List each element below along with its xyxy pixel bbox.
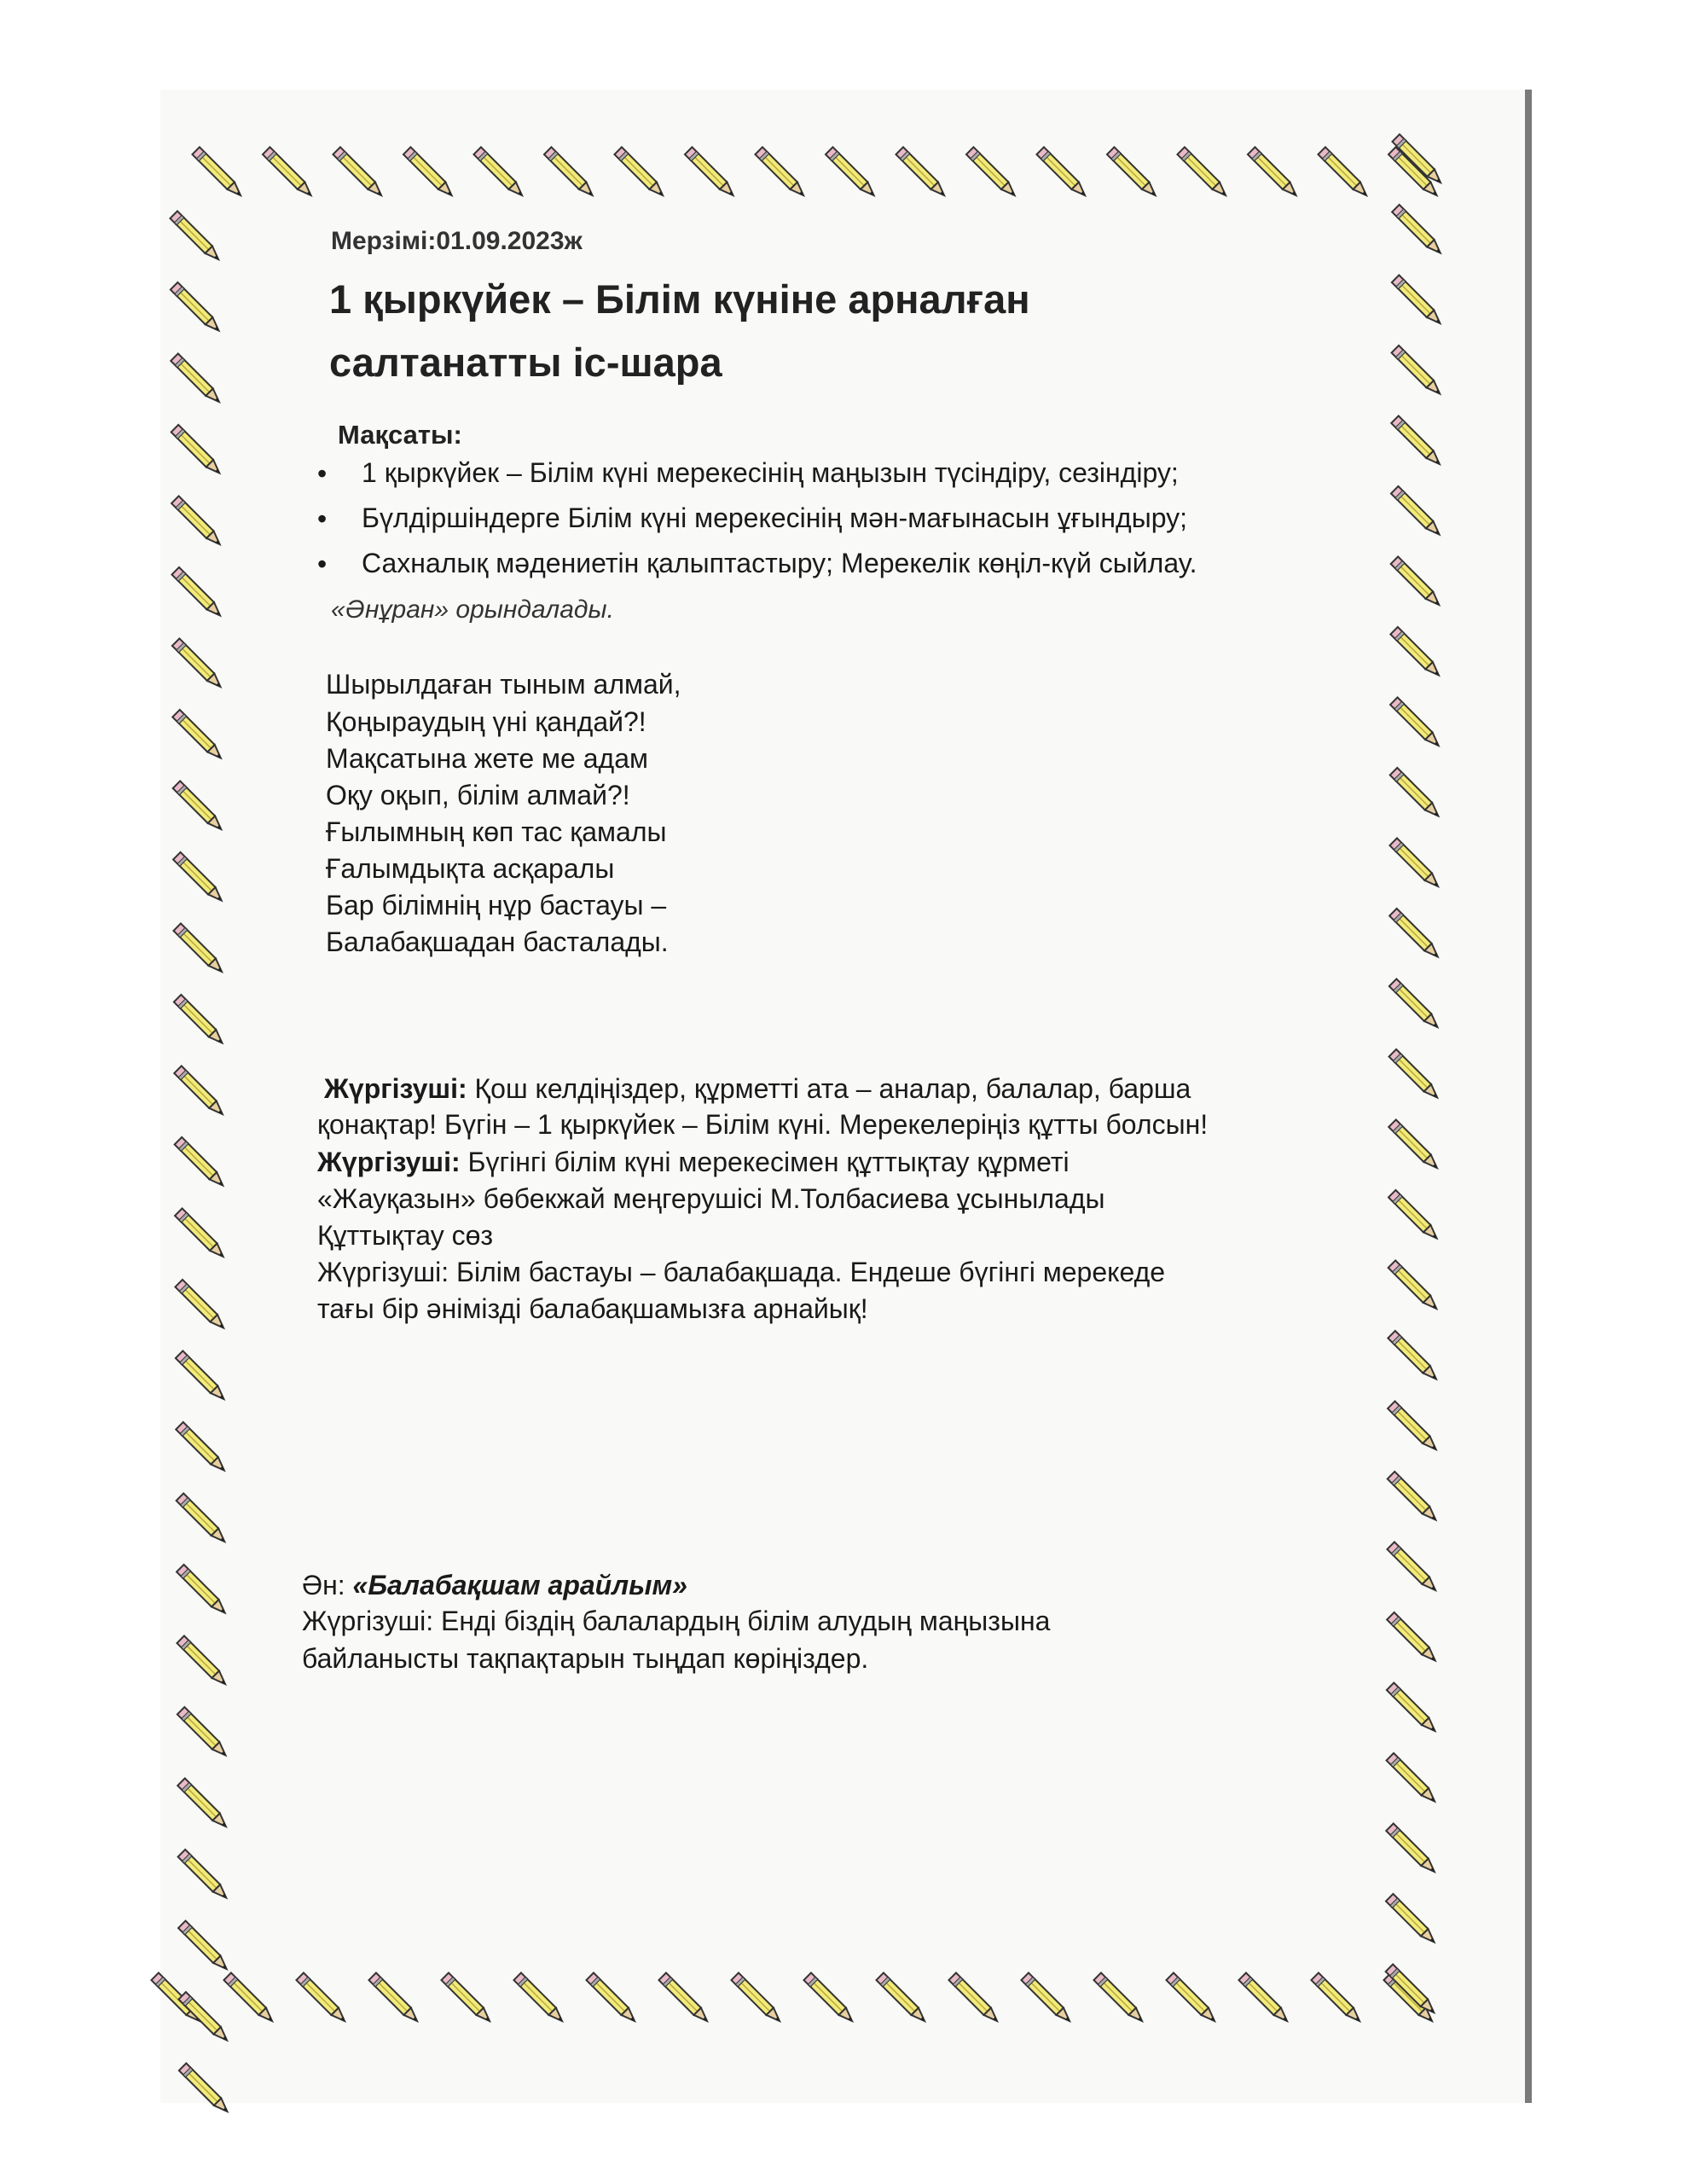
pencil-icon <box>586 1972 638 2024</box>
pencil-icon <box>178 1992 230 2044</box>
pencil-icon <box>1388 1401 1440 1453</box>
pencil-icon <box>171 496 223 548</box>
pencil-icon <box>175 1208 227 1260</box>
pencil-icon <box>1386 1823 1438 1875</box>
pencil-icon <box>1388 1190 1441 1242</box>
pencil-icon <box>685 147 737 199</box>
pencil-icon <box>177 1635 229 1687</box>
host-label: Жүргізуші: <box>317 1147 461 1177</box>
pencil-icon <box>176 1350 228 1403</box>
host-speech-1 <box>324 1072 1191 1107</box>
pencil-icon <box>192 147 244 199</box>
pencil-icon <box>173 852 225 904</box>
song-title: «Балабақшам арайлым» <box>352 1570 687 1600</box>
poem-line: Бар білімнің нұр бастауы – <box>326 890 667 921</box>
poem-line: Мақсатына жете ме адам <box>326 743 648 774</box>
page-title-line-2: салтанатты іс-шара <box>329 340 722 385</box>
pencil-icon <box>223 1972 275 2024</box>
pencil-icon <box>1392 346 1444 398</box>
pencil-icon <box>172 638 224 690</box>
pencil-icon <box>544 147 596 199</box>
pencil-icon <box>1318 147 1370 199</box>
host-speech-4: Жүргізуші: Енді біздің балалардың білім алудың маңызына <box>302 1606 1051 1636</box>
pencil-icon <box>896 147 948 199</box>
pencil-icon <box>1238 1972 1290 2024</box>
pencil-icon <box>614 147 666 199</box>
pencil-icon <box>177 1778 229 1830</box>
pencil-icon <box>177 1707 229 1759</box>
host-speech-2-cont: «Жауқазын» бөбекжай меңгерушісі М.Толбасиева ұсынылады <box>317 1183 1105 1214</box>
goal-item: Сахналық мәдениетін қалыптастыру; Мерекелік көңіл-күй сыйлау. <box>362 548 1197 578</box>
pencil-icon <box>1391 486 1443 538</box>
pencil-icon <box>1387 1682 1439 1734</box>
host-speech-text: Қош келдіңіздер, құрметті ата – аналар, балалар, барша <box>474 1073 1191 1104</box>
host-speech-3-cont: тағы бір әнімізді балабақшамызға арнайық! <box>317 1293 868 1324</box>
pencil-icon <box>1389 979 1441 1031</box>
pencil-icon <box>826 147 878 199</box>
pencil-icon <box>731 1972 783 2024</box>
pencil-icon <box>1388 1472 1440 1524</box>
pencil-icon <box>1389 1049 1441 1101</box>
pencil-icon <box>1388 1260 1441 1312</box>
date-line: Мерзімі:01.09.2023ж <box>331 227 583 255</box>
pencil-icon <box>333 147 385 199</box>
goals-heading: Мақсаты: <box>338 420 462 450</box>
host-label: Жүргізуші: <box>324 1073 467 1104</box>
pencil-icon <box>1387 1612 1439 1664</box>
pencil-icon <box>177 1565 229 1617</box>
pencil-icon <box>176 1422 228 1474</box>
pencil-icon <box>179 2063 231 2115</box>
poem-line: Балабақшадан басталады. <box>326 926 669 957</box>
pencil-icon <box>174 995 226 1047</box>
pencil-icon <box>1107 147 1159 199</box>
pencil-icon <box>403 147 455 199</box>
goal-item: 1 қыркүйек – Білім күні мерекесінің маңызын түсіндіру, сезіндіру; <box>362 457 1179 488</box>
pencil-icon <box>1388 1331 1440 1383</box>
pencil-icon <box>1391 415 1443 468</box>
pencil-icon <box>876 1972 928 2024</box>
host-speech-2 <box>317 1145 1070 1181</box>
pencil-icon <box>175 1280 227 1332</box>
pencil-icon <box>473 147 525 199</box>
pencil-icon <box>1391 556 1443 608</box>
pencil-icon <box>175 1137 227 1189</box>
pencil-icon <box>1311 1972 1363 2024</box>
pencil-icon <box>441 1972 493 2024</box>
pencil-icon <box>177 1493 229 1545</box>
pencil-icon <box>1021 1972 1073 2024</box>
pencil-icon <box>1389 838 1441 890</box>
goal-item: Бүлдіршіндерге Білім күні мерекесінің мән-мағынасын ұғындыру; <box>362 502 1188 533</box>
pencil-icon <box>1392 205 1444 257</box>
pencil-icon <box>1390 768 1442 820</box>
pencil-icon <box>966 147 1018 199</box>
bullet-icon: • <box>317 503 328 534</box>
anthem-note: «Әнұран» орындалады. <box>331 595 614 624</box>
song-line <box>302 1568 687 1604</box>
pencil-icon <box>171 567 223 619</box>
poem-line: Ғалымдықта асқаралы <box>326 853 615 884</box>
pencil-icon <box>1166 1972 1218 2024</box>
pencil-icon <box>178 1850 230 1902</box>
pencil-icon <box>173 781 225 833</box>
poem-line: Шырылдаған тыным алмай, <box>326 669 681 700</box>
pencil-icon <box>1177 147 1229 199</box>
pencil-icon <box>171 353 223 405</box>
pencil-icon <box>368 1972 420 2024</box>
bullet-icon: • <box>317 458 328 489</box>
congrats-line: Құттықтау сөз <box>317 1220 494 1251</box>
host-speech-text: Бүгінгі білім күні мерекесімен құттықтау құрметі <box>467 1147 1070 1177</box>
pencil-icon <box>1386 1894 1438 1946</box>
pencil-icon <box>1387 1753 1439 1805</box>
pencil-icon <box>755 147 807 199</box>
pencil-icon <box>171 282 223 334</box>
pencil-icon <box>1093 1972 1145 2024</box>
pencil-icon <box>178 1920 230 1972</box>
pencil-icon <box>174 1066 226 1118</box>
pencil-icon <box>948 1972 1000 2024</box>
pencil-icon <box>1036 147 1088 199</box>
pencil-icon <box>263 147 315 199</box>
pencil-icon <box>1392 275 1444 327</box>
poem-line: Ғылымның көп тас қамалы <box>326 816 667 847</box>
pencil-icon <box>513 1972 565 2024</box>
poem-line: Қоңыраудың үні қандай?! <box>326 706 646 737</box>
pencil-icon <box>170 211 222 263</box>
pencil-icon <box>803 1972 855 2024</box>
pencil-icon <box>1388 1119 1441 1171</box>
pencil-icon <box>296 1972 348 2024</box>
host-speech-4-cont: байланысты тақпақтарын тыңдап көріңіздер. <box>302 1643 869 1674</box>
pencil-icon <box>1387 1542 1439 1594</box>
pencil-icon <box>172 710 224 762</box>
pencil-icon <box>658 1972 710 2024</box>
pencil-icon <box>1390 627 1442 679</box>
page-title-line-1: 1 қыркүйек – Білім күніне арналған <box>329 276 1030 322</box>
pencil-icon <box>1248 147 1300 199</box>
pencil-icon <box>173 923 225 975</box>
host-speech-3: Жүргізуші: Білім бастауы – балабақшада. Ендеше бүгінгі мерекеде <box>317 1257 1166 1287</box>
pencil-icon <box>1390 697 1442 749</box>
host-speech-1-cont: қонақтар! Бүгін – 1 қыркүйек – Білім күні. Мерекелеріңіз құтты болсын! <box>317 1109 1209 1140</box>
bullet-icon: • <box>317 549 328 579</box>
song-label: Ән: <box>302 1570 345 1600</box>
pencil-icon <box>171 425 223 477</box>
pencil-icon <box>1389 909 1441 961</box>
poem-line: Оқу оқып, білім алмай?! <box>326 780 630 810</box>
